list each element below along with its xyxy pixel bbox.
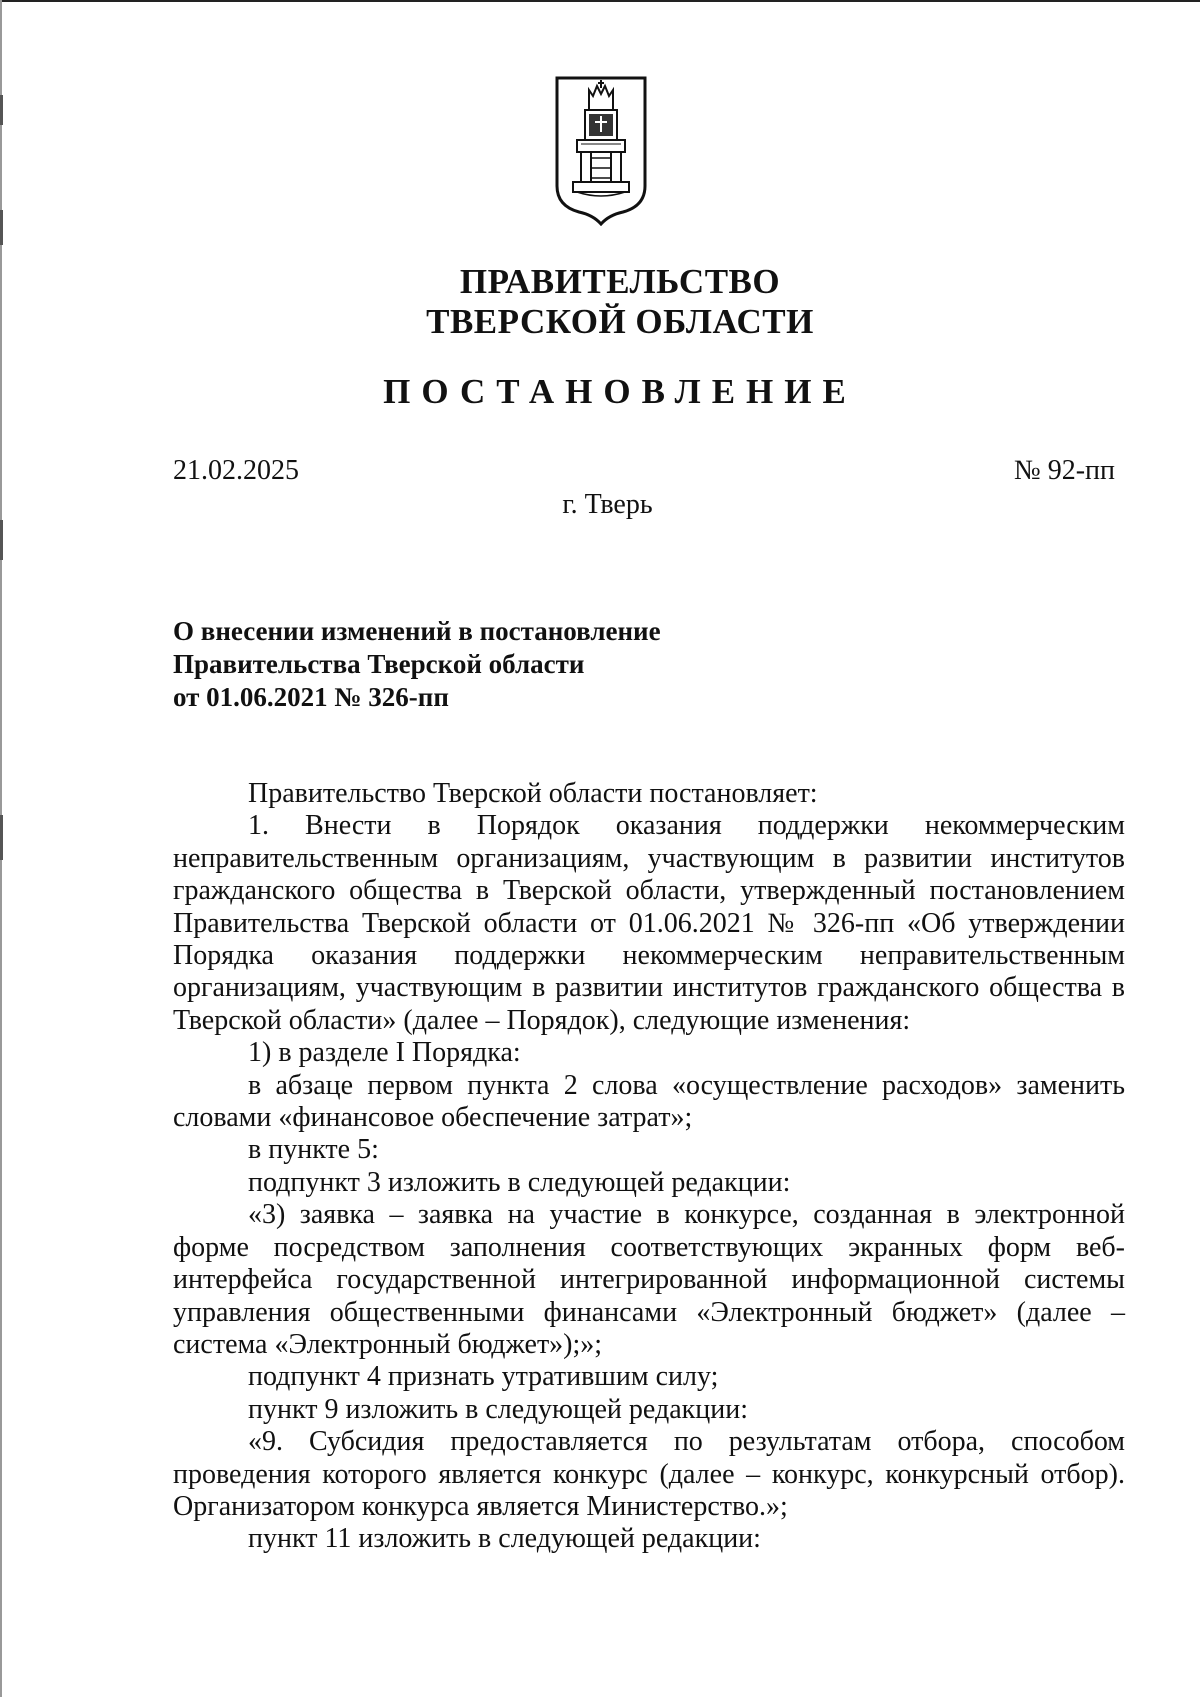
body-paragraph: в абзаце первом пункта 2 слова «осуществление расходов» заменить словами «финансовое обеспечение затрат»;: [173, 1069, 1125, 1134]
body-paragraph: «3) заявка – заявка на участие в конкурсе, созданная в электронной форме посредством заполнения соответствующих экранных форм веб-интерфейса государственной интегрированной информационной системы управления общественными финансами «Электронный бюджет» (далее – система «Электронный бюджет»);»;: [173, 1199, 1125, 1360]
document-city: г. Тверь: [562, 489, 653, 520]
scan-mark: [0, 520, 3, 560]
body-paragraph: пункт 11 изложить в следующей редакции:: [248, 1523, 761, 1555]
body-paragraph: подпункт 3 изложить в следующей редакции:: [248, 1166, 791, 1198]
body-paragraph: 1) в разделе I Порядка:: [248, 1037, 521, 1069]
body-paragraph: подпункт 4 признать утратившим силу;: [248, 1361, 719, 1393]
authority-line-1: ПРАВИТЕЛЬСТВО: [459, 262, 781, 301]
body-paragraph: «9. Субсидия предоставляется по результатам отбора, способом проведения которого является конкурс (далее – конкурс, конкурсный отбор). Организатором конкурса является Министерство.»;: [173, 1426, 1125, 1522]
body-paragraph: 1. Внести в Порядок оказания поддержки некоммерческим неправительственным организациям, участвующим в развитии институтов гражданского общества в Тверской области, утвержденный постановлением Правительства Тверской области от 01.06.2021 № 326-пп «Об утверждении Порядка оказания поддержки некоммерческим неправительственным организациям, участвующим в развитии институтов гражданского общества в Тверской области» (далее – Порядок), следующие изменения:: [173, 810, 1125, 1036]
subject-line-1: О внесении изменений в постановление: [173, 616, 661, 646]
subject-line-3: от 01.06.2021 № 326-пп: [173, 682, 449, 712]
body-paragraph: пункт 9 изложить в следующей редакции:: [248, 1393, 748, 1425]
document-number: № 92-пп: [1013, 455, 1115, 486]
scan-mark: [0, 815, 3, 860]
document-subject: [173, 615, 661, 714]
authority-line-2: ТВЕРСКОЙ ОБЛАСТИ: [426, 302, 814, 341]
document-body: [173, 778, 1125, 1556]
scan-mark: [0, 95, 3, 125]
document-date: 21.02.2025: [173, 455, 299, 486]
coat-of-arms-icon: [553, 74, 649, 226]
scan-mark: [0, 210, 3, 245]
document-type-title: ПОСТАНОВЛЕНИЕ: [383, 372, 857, 411]
body-paragraph: Правительство Тверской области постановляет:: [248, 778, 818, 809]
subject-line-2: Правительства Тверской области: [173, 649, 585, 679]
authority-name: [0, 262, 1200, 342]
scan-edge-top: [0, 0, 1200, 2]
body-paragraph: в пункте 5:: [248, 1134, 379, 1166]
